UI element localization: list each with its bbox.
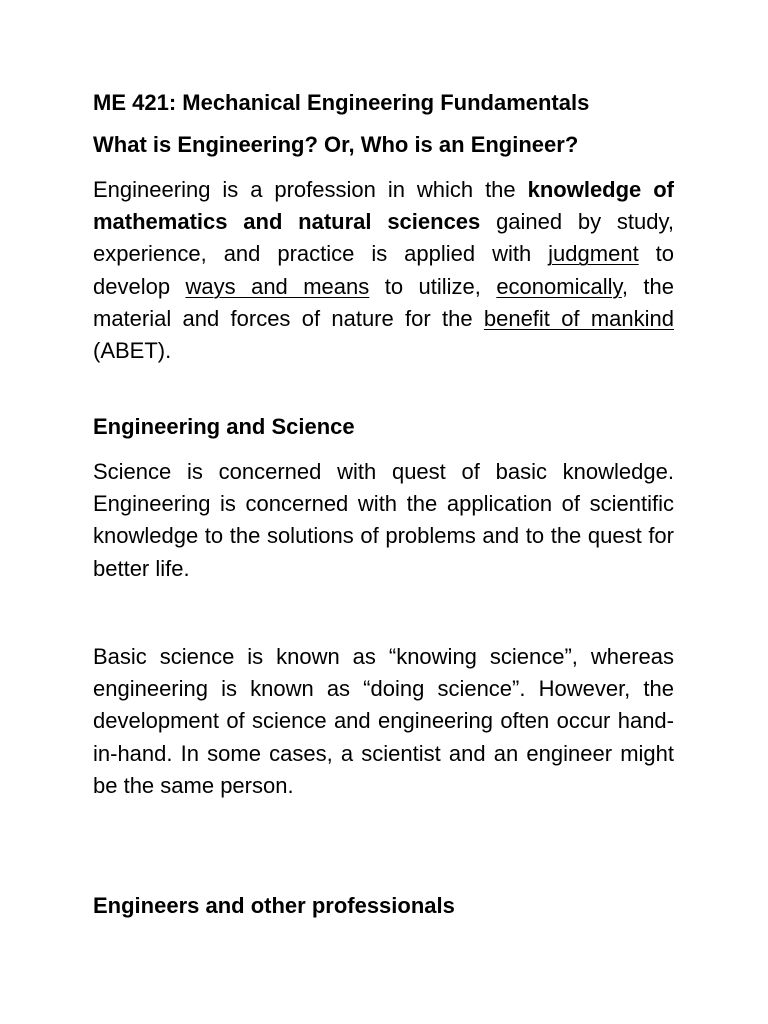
definition-paragraph: [93, 174, 674, 367]
definition-text-3: to develop: [93, 241, 674, 299]
definition-text-1: Engineering is a profession in which the: [93, 177, 528, 202]
underlined-ways-and-means: ways and means: [185, 273, 370, 299]
definition-text-5: , the material and forces of nature for the: [93, 273, 674, 331]
definition-text-2: gained by study, experience, and practice is applied with: [93, 209, 674, 267]
basic-science-paragraph: Basic science is known as “knowing science”, whereas engineering is known as “doing science”. However, the development of science and engineering often occur hand-in-hand. In some cases, a scientist and an engineer might be the same person.: [93, 644, 674, 798]
underlined-judgment: judgment: [548, 241, 639, 267]
underlined-economically: economically: [496, 273, 622, 299]
definition-text-6: (ABET).: [93, 338, 172, 364]
definition-bold-phrase: knowledge of mathematics and natural sciences: [93, 177, 675, 235]
document-title: ME 421: Mechanical Engineering Fundamentals: [93, 90, 590, 115]
section-heading-engineering-and-science: Engineering and Science: [93, 414, 355, 439]
section-heading-engineers-and-other-professionals: Engineers and other professionals: [93, 893, 455, 918]
science-paragraph: Science is concerned with quest of basic knowledge. Engineering is concerned with the application of scientific knowledge to the solutions of problems and to the quest for better life.: [93, 459, 674, 581]
definition-text-4: to utilize,: [369, 273, 497, 299]
question-heading: What is Engineering? Or, Who is an Engineer?: [93, 132, 579, 157]
underlined-benefit-of-mankind: benefit of mankind: [483, 305, 674, 331]
